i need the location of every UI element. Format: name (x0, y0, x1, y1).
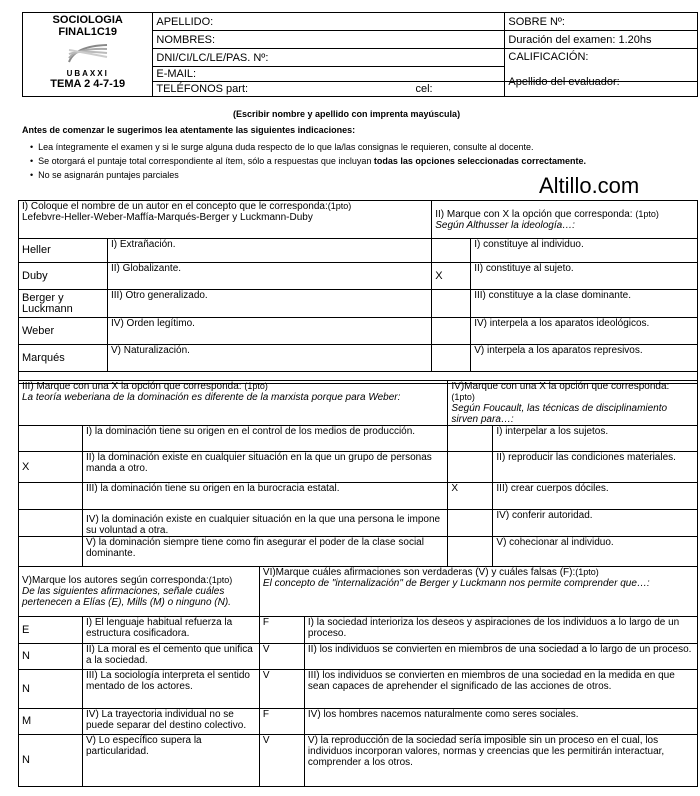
instruction-item: • Lea íntegramente el examen y si le surge alguna duda respecto de lo que la/las consignas le requieren, consulte al docente. (30, 142, 534, 152)
q5-option: III) La sociología interpreta el sentido mentado de los actores. (83, 670, 260, 709)
q5-mark-cell[interactable]: N (19, 644, 83, 670)
q2-option: V) interpela a los aparatos represivos. (471, 345, 698, 372)
watermark: Altillo.com (539, 173, 640, 198)
exam-label: FINAL1C19 (58, 26, 118, 38)
evaluador-label: Apellido del evaluador: (508, 76, 620, 88)
q4-mark-cell[interactable] (448, 426, 493, 452)
q5-option: IV) La trayectoria individual no se puede separar del destino colectivo. (83, 709, 260, 735)
q4-option: III) crear cuerpos dóciles. (493, 483, 698, 510)
q3-mark-cell[interactable] (19, 483, 83, 510)
q3-mark-cell[interactable] (19, 510, 83, 537)
q3-q4-table (18, 380, 698, 567)
exam-id-cell (23, 13, 153, 97)
q4-header: IV)Marque con una X la opción que corresponda: (1pto) Según Foucault, las técnicas de disciplinamiento sirven para…: (448, 381, 698, 426)
q6-mark-cell[interactable]: F (259, 709, 304, 735)
q4-option: IV) conferir autoridad. (493, 510, 698, 537)
q2-option: III) constituye a la clase dominante. (471, 290, 698, 318)
q4-mark-cell[interactable]: X (448, 483, 493, 510)
q1-answer-cell[interactable]: Berger y Luckmann (19, 290, 108, 318)
q3-mark-cell[interactable] (19, 426, 83, 452)
instruction-item: • Se otorgará el puntaje total correspondiente al ítem, sólo a respuestas que incluyan todas las opciones seleccionadas correctamente. (30, 156, 586, 166)
q2-mark-cell[interactable] (432, 318, 471, 345)
q1-concept: I) Extrañación. (108, 239, 432, 263)
q1-header: I) Coloque el nombre de un autor en el concepto que le corresponda:(1pto) Lefebvre-Heller-Weber-Maffía-Marqués-Berger y Luckmann-Duby (19, 201, 432, 239)
q3-option: V) la dominación siempre tiene como fin asegurar el poder de la clase social dominante. (83, 537, 448, 567)
q4-mark-cell[interactable] (448, 537, 493, 567)
cel-label: cel: (415, 83, 433, 95)
q2-option: I) constituye al individuo. (471, 239, 698, 263)
q3-option: III) la dominación tiene su origen en la burocracia estatal. (83, 483, 448, 510)
q2-mark-cell[interactable]: X (432, 263, 471, 290)
apellido-field[interactable]: APELLIDO: (153, 13, 505, 31)
q1-concept: III) Otro generalizado. (108, 290, 432, 318)
q6-mark-cell[interactable]: V (259, 644, 304, 670)
q6-mark-cell[interactable]: F (259, 617, 304, 644)
q5-option: V) Lo específico supera la particularidad. (83, 735, 260, 787)
tema-label: TEMA 2 4-7-19 (50, 78, 126, 90)
q1-concept: II) Globalizante. (108, 263, 432, 290)
sobre-field[interactable]: SOBRE Nº: (505, 13, 698, 31)
evaluador-field[interactable] (505, 76, 698, 97)
header-table (22, 12, 698, 97)
q5-mark-cell[interactable]: N (19, 670, 83, 709)
q4-option: V) cohecionar al individuo. (493, 537, 698, 567)
q2-mark-cell[interactable] (432, 239, 471, 263)
instruction-item: • No se asignarán puntajes parciales (30, 170, 179, 180)
q5-option: II) La moral es el cemento que unifica a la sociedad. (83, 644, 260, 670)
email-field[interactable]: E-MAIL: (153, 67, 505, 82)
q4-mark-cell[interactable] (448, 510, 493, 537)
q3-option: I) la dominación tiene su origen en el control de los medios de producción. (83, 426, 448, 452)
q2-option: IV) interpela a los aparatos ideológicos. (471, 318, 698, 345)
instructions-list (30, 140, 586, 182)
duracion-label: Duración del examen: 1.20hs (505, 31, 698, 49)
q6-option: II) los individuos se convierten en miembros de una sociedad a lo largo de un proceso. (304, 644, 697, 670)
subject-label: SOCIOLOGIA (52, 14, 123, 26)
calificacion-field[interactable]: CALIFICACIÓN: (505, 49, 698, 82)
telefonos-label: TELÉFONOS part: (156, 83, 249, 95)
q1-answer-cell[interactable]: Weber (19, 318, 108, 345)
q2-mark-cell[interactable] (432, 290, 471, 318)
q3-option: IV) la dominación existe en cualquier situación en la que una persona le impone su voluntad a otra. (83, 510, 448, 537)
header-note: (Escribir nombre y apellido con imprenta mayúscula) (233, 109, 461, 119)
q5-option: I) El lenguaje habitual refuerza la estructura cosificadora. (83, 617, 260, 644)
q6-option: I) la sociedad interioriza los deseos y aspiraciones de los individuos a lo largo de un proceso. (304, 617, 697, 644)
q3-header: III) Marque con una X la opción que corresponda: (1pto) La teoría weberiana de la dominación es diferente de la marxista porque para Weber: (19, 381, 448, 426)
telefonos-field[interactable] (153, 82, 505, 97)
q5-mark-cell[interactable]: E (19, 617, 83, 644)
q6-header: VI)Marque cuáles afirmaciones son verdaderas (V) y cuáles falsas (F):(1pto) El concepto de "internalización" de Berger y Luckmann nos permite comprender que…: (259, 567, 697, 617)
q6-option: V) la reproducción de la sociedad sería imposible sin un proceso en el cual, los individuos incorporan valores, normas y creencias que les permitirán interactuar, comprender a los otros. (304, 735, 697, 787)
q4-option: I) interpelar a los sujetos. (493, 426, 698, 452)
q3-mark-cell[interactable]: X (19, 452, 83, 483)
q2-header: II) Marque con X la opción que corresponda: (1pto) Según Althusser la ideología…: (432, 201, 698, 239)
q1-concept: IV) Orden legítimo. (108, 318, 432, 345)
uba-logo-icon (65, 42, 111, 64)
q4-option: II) reproducir las condiciones materiales. (493, 452, 698, 483)
nombres-field[interactable]: NOMBRES: (153, 31, 505, 49)
q1-answer-cell[interactable]: Heller (19, 239, 108, 263)
q3-option: II) la dominación existe en cualquier situación en la que un grupo de personas manda a otro. (83, 452, 448, 483)
q2-mark-cell[interactable] (432, 345, 471, 372)
q1-answer-cell[interactable]: Duby (19, 263, 108, 290)
q6-mark-cell[interactable]: V (259, 735, 304, 787)
q6-mark-cell[interactable]: V (259, 670, 304, 709)
q4-mark-cell[interactable] (448, 452, 493, 483)
q5-mark-cell[interactable]: N (19, 735, 83, 787)
q5-header: V)Marque los autores según corresponda:(1pto) De las siguientes afirmaciones, señale cuáles pertenecen a Elías (E), Mills (M) o ninguno (N). (19, 567, 260, 617)
q6-option: III) los individuos se convierten en miembros de una sociedad en la medida en que sean capaces de aprehender el significado de las acciones de otros. (304, 670, 697, 709)
q5-q6-table (18, 566, 698, 787)
q5-mark-cell[interactable]: M (19, 709, 83, 735)
q1-answer-cell[interactable]: Marqués (19, 345, 108, 372)
q3-mark-cell[interactable] (19, 537, 83, 567)
q2-option: II) constituye al sujeto. (471, 263, 698, 290)
q1-concept: V) Naturalización. (108, 345, 432, 372)
q1-q2-table (18, 200, 698, 384)
q6-option: IV) los hombres nacemos naturalmente como seres sociales. (304, 709, 697, 735)
logo-text: UBAXXI (66, 69, 109, 78)
instructions-title: Antes de comenzar le sugerimos lea atentamente las siguientes indicaciones: (22, 125, 356, 135)
dni-field[interactable]: DNI/CI/LC/LE/PAS. Nº: (153, 49, 505, 67)
